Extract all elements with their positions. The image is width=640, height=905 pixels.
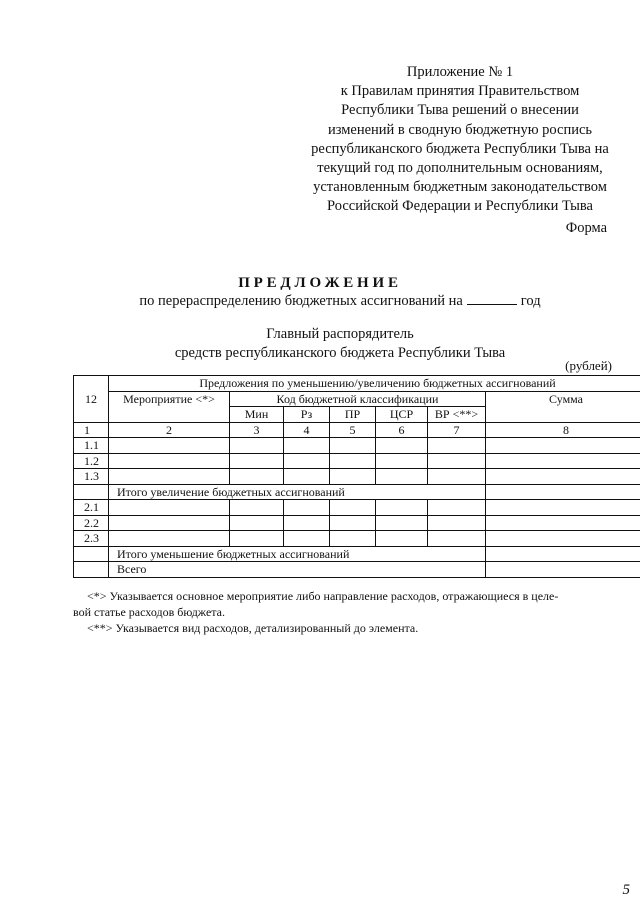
total-increase-row (74, 484, 640, 500)
grand-total-label: Всего (109, 562, 486, 578)
annex-line: Российской Федерации и Республики Тыва (327, 198, 593, 215)
total-decrease-label: Итого уменьшение бюджетных ассигнований (109, 546, 486, 562)
annex-header (270, 63, 640, 217)
annex-line: республиканского бюджета Республики Тыва на (311, 140, 609, 157)
header-main: Предложения по уменьшению/увеличению бюджетных ассигнований (109, 376, 640, 392)
row-index: 2.2 (74, 515, 109, 531)
header-vr: ВР <**> (428, 407, 486, 423)
header-kbk: Код бюджетной классификации (230, 391, 486, 407)
header-min: Мин (230, 407, 284, 423)
col-number: 5 (330, 422, 376, 438)
row-index: 1.2 (74, 453, 109, 469)
total-increase-label: Итого увеличение бюджетных ассигнований (109, 484, 486, 500)
footnote-1-continuation: вой статье расходов бюджета. (73, 605, 225, 619)
col-number: 6 (376, 422, 428, 438)
page-number: 5 (622, 882, 630, 898)
col-number: 4 (284, 422, 330, 438)
annex-line: Приложение № 1 (406, 64, 514, 80)
subtitle-year-word: год (520, 293, 541, 309)
col-number: 7 (428, 422, 486, 438)
table-row (74, 438, 640, 454)
grand-total-row (74, 562, 640, 578)
row-index: 2.1 (74, 500, 109, 516)
col-number: 8 (486, 422, 640, 438)
table-row (74, 453, 640, 469)
table-row (74, 500, 640, 516)
footnote-2: <**> Указывается вид расходов, детализированный до элемента. (87, 621, 419, 635)
header-event: Мероприятие <*> (109, 391, 230, 422)
row-index: 2.3 (74, 531, 109, 547)
table-row (74, 469, 640, 485)
units-label: (рублей) (565, 358, 612, 373)
subtitle-text: по перераспределению бюджетных ассигнований на (139, 293, 463, 309)
annex-line: изменений в сводную бюджетную роспись (327, 121, 593, 138)
footnote-1: <*> Указывается основное мероприятие либо направление расходов, отражающиеся в целе- (87, 589, 559, 603)
footnotes (73, 588, 613, 636)
annex-line: к Правилам принятия Правительством (340, 83, 580, 100)
col-number: 1 (74, 422, 109, 438)
document-subtitle (120, 290, 560, 310)
document-title: ПРЕДЛОЖЕНИЕ (238, 275, 402, 291)
row-index: 1.1 (74, 438, 109, 454)
form-label: Форма (565, 220, 607, 236)
main-manager-line: средств республиканского бюджета Республики Тыва (174, 345, 506, 361)
header-corner: 12 (74, 376, 109, 423)
header-csr: ЦСР (376, 407, 428, 423)
table-row (74, 531, 640, 547)
header-pr: ПР (330, 407, 376, 423)
proposal-table (73, 375, 640, 578)
main-manager-block (130, 325, 550, 363)
annex-line: Республики Тыва решений о внесении (341, 102, 579, 119)
total-decrease-row (74, 546, 640, 562)
header-rz: Рз (284, 407, 330, 423)
main-manager-line: Главный распорядитель (266, 326, 414, 342)
annex-line: установленным бюджетным законодательством (313, 179, 607, 196)
col-number: 2 (109, 422, 230, 438)
col-number: 3 (230, 422, 284, 438)
column-number-row (74, 422, 640, 438)
table-row (74, 515, 640, 531)
annex-line: текущий год по дополнительным основаниям, (317, 160, 603, 177)
row-index: 1.3 (74, 469, 109, 485)
year-blank-line (467, 290, 517, 305)
header-sum: Сумма (486, 391, 640, 422)
